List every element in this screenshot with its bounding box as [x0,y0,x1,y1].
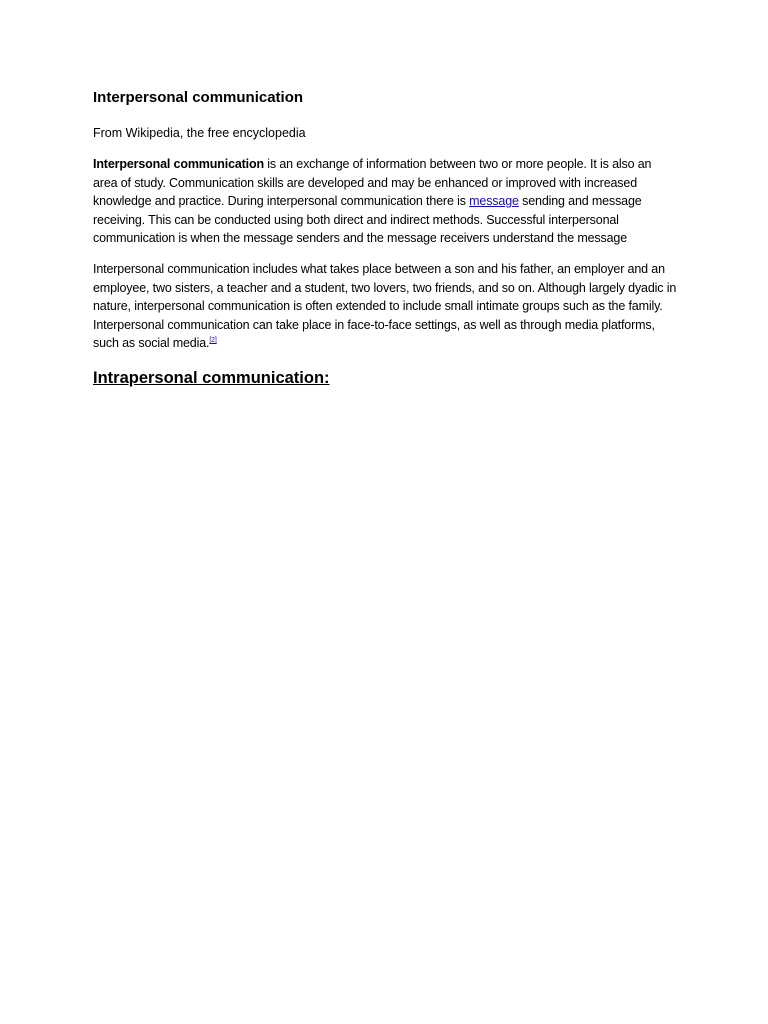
paragraph-bold-lead: Interpersonal communication [93,157,264,171]
paragraph-definition [93,155,678,248]
document-subtitle: From Wikipedia, the free encyclopedia [93,126,306,140]
message-link[interactable]: message [469,194,519,209]
citation-link[interactable]: [2] [209,337,217,345]
document-title: Interpersonal communication [93,89,304,106]
paragraph-examples-text: Interpersonal communication includes what takes place between a son and his father, an employer and an employee, two sisters, a teacher and a student, two lovers, two friends, and so on. Although largely dyadic in nature, interpersonal communication is often extended to include small intimate groups such as the family. Interpersonal communication can take place in face-to-face settings, as well as through media platforms, such as social media. [93,261,677,351]
document-page [93,88,678,389]
paragraph-text-before-link: is an exchange of information between two or more people. It is also an area of study. Communication skills are developed and may be enhanced or improved with increased knowledge and practice. During interpersonal communication there is [93,157,652,209]
citation-superscript [209,337,216,344]
section-heading-intrapersonal: Intrapersonal communication: [93,368,330,387]
paragraph-examples [93,260,678,353]
paragraph-text-after-link: sending and message receiving. This can be conducted using both direct and indirect methods. Successful interpersonal communication is when the message senders and the message receivers understand the message [93,194,642,246]
